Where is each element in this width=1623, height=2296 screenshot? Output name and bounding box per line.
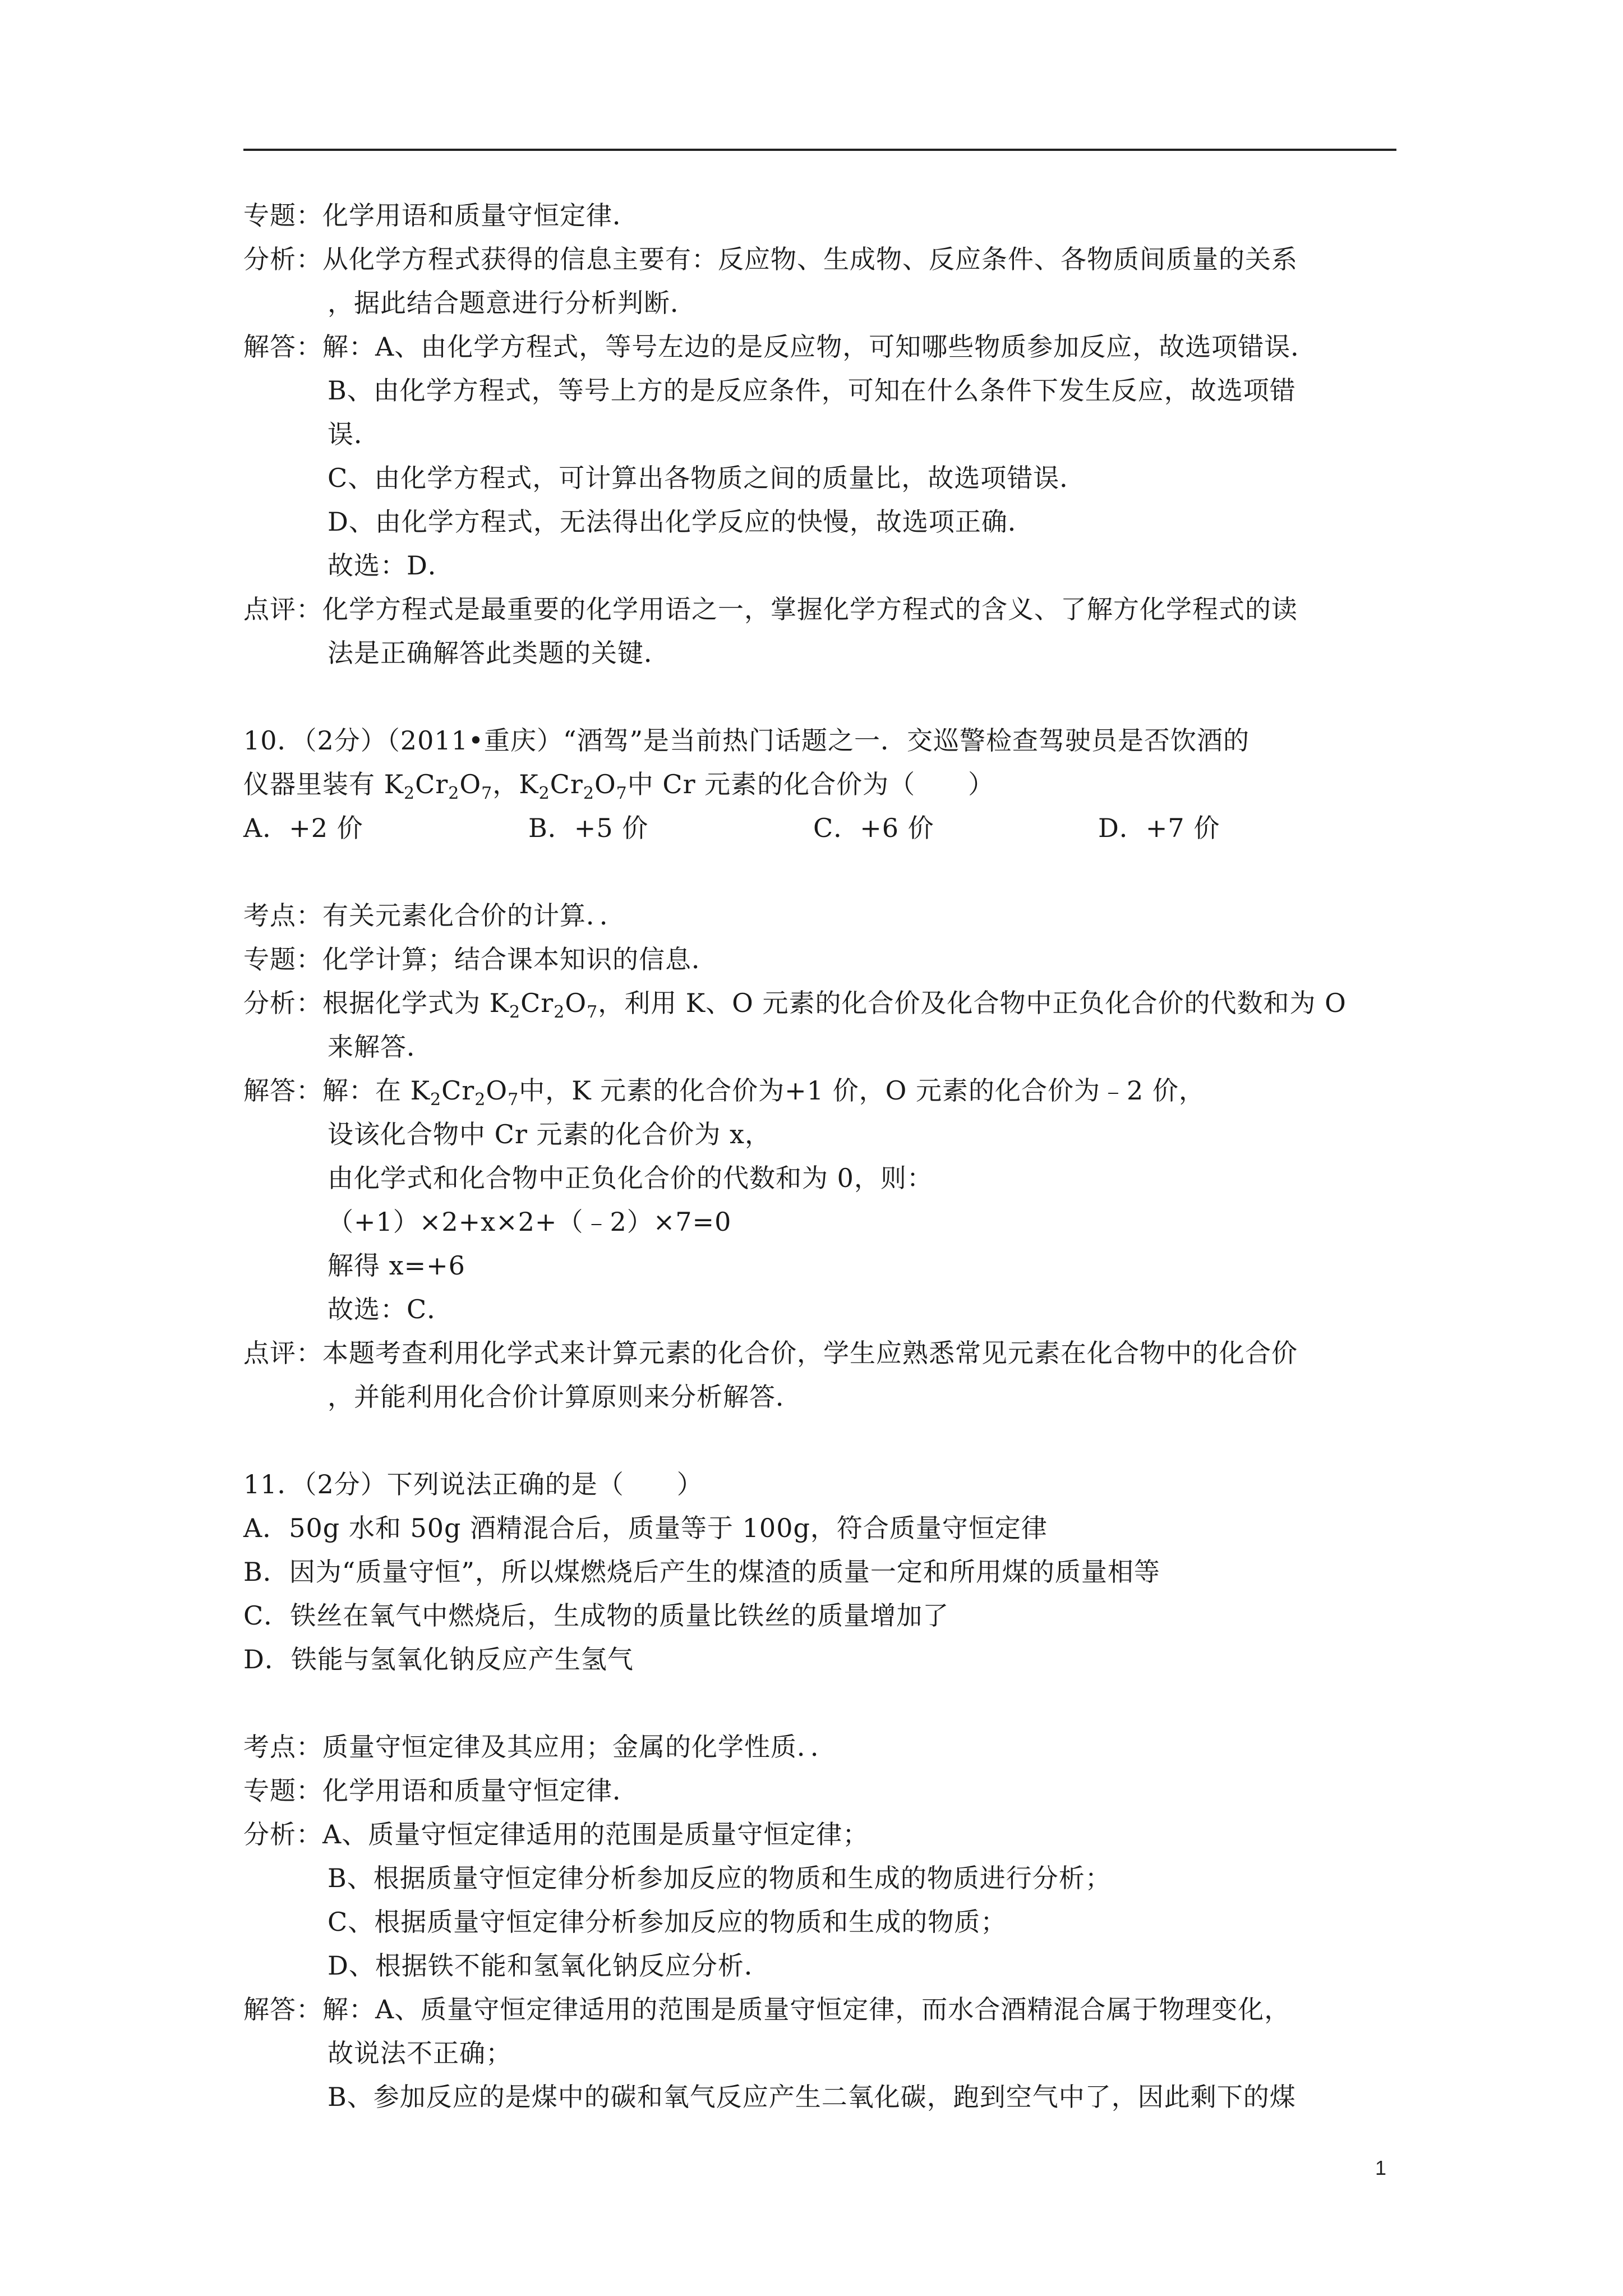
q10-options (243, 806, 1410, 850)
subscript: 7 (508, 1090, 519, 1110)
prev-answer-line-1 (243, 325, 1410, 369)
formula-cr: Cr (441, 1075, 475, 1106)
q10-stem-suffix: 中 Cr 元素的化合价为（ ） (627, 769, 995, 799)
answer-label: 解答： (243, 332, 322, 362)
subscript: 2 (430, 1090, 442, 1110)
q10-kaodian-line (243, 894, 1410, 937)
formula-cr: Cr (520, 988, 554, 1018)
subscript: 7 (481, 784, 493, 804)
comment-text: 化学方程式是最重要的化学用语之一，掌握化学方程式的含义、了解方化学程式的读 (322, 594, 1298, 624)
topic-label: 专题： (243, 1775, 322, 1806)
prev-analysis-line-1 (243, 237, 1410, 281)
q10-option-b: B．+5 价 (528, 813, 649, 843)
q10-answer-line-1 (243, 1069, 1410, 1112)
formula-k: K (410, 1075, 430, 1106)
q10-stem-line-2 (243, 762, 1410, 806)
q11-analysis-line-3: C、根据质量守恒定律分析参加反应的物质和生成的物质； (328, 1907, 1007, 1937)
header-rule (243, 149, 1396, 151)
q10-comment-line-2: ，并能利用化合价计算原则来分析解答． (328, 1382, 802, 1412)
prev-answer-line-5: D、由化学方程式，无法得出化学反应的快慢，故选项正确． (328, 507, 1034, 537)
analysis-label: 分析： (243, 988, 322, 1018)
q10-comment-line-1 (243, 1331, 1410, 1375)
subscript: 2 (404, 784, 416, 804)
answer-text: 解：A、由化学方程式，等号左边的是反应物，可知哪些物质参加反应，故选项错误． (322, 332, 1317, 362)
q10-analysis-line-2: 来解答． (328, 1032, 433, 1062)
subscript: 2 (509, 1002, 521, 1023)
topic-label: 专题： (243, 200, 322, 231)
formula-cr: Cr (550, 769, 583, 799)
comment-text: 本题考查利用化学式来计算元素的化合价，学生应熟悉常见元素在化合物中的化合价 (322, 1338, 1298, 1368)
q11-topic-line (243, 1769, 1410, 1812)
subscript: 2 (448, 784, 460, 804)
subscript: 2 (554, 1002, 565, 1023)
q10-stem-prefix: 仪器里装有 K (243, 769, 404, 799)
document-body (243, 194, 1410, 2119)
prev-comment-line-1 (243, 587, 1410, 631)
q10-option-d: D．+7 价 (1098, 813, 1220, 843)
formula-o: O (486, 1075, 508, 1106)
kaodian-text: 质量守恒定律及其应用；金属的化学性质．． (322, 1732, 837, 1762)
prev-answer-line-3: 误． (328, 419, 380, 449)
q11-option-a: A．50g 水和 50g 酒精混合后，质量等于 100g，符合质量守恒定律 (243, 1513, 1048, 1543)
q10-answer-line-3: 由化学式和化合物中正负化合价的代数和为 0，则： (328, 1163, 933, 1193)
answer-label: 解答： (243, 1075, 322, 1106)
analysis-prefix: 根据化学式为 (322, 988, 490, 1018)
prev-comment-line-2: 法是正确解答此类题的关键． (328, 638, 670, 668)
q11-answer-line-1 (243, 1987, 1410, 2031)
q10-stem-line-1: 10．（2分）（2011•重庆）“酒驾”是当前热门话题之一．交巡警检查驾驶员是否饮酒的 (243, 725, 1250, 756)
subscript: 2 (583, 784, 594, 804)
q10-topic-line (243, 937, 1410, 981)
answer-prefix: 解：在 (322, 1075, 411, 1106)
kaodian-label: 考点： (243, 1732, 322, 1762)
subscript: 2 (538, 784, 550, 804)
prev-answer-line-6: 故选：D． (328, 550, 454, 581)
q10-analysis-line-1 (243, 981, 1410, 1025)
topic-label: 专题： (243, 944, 322, 974)
kaodian-text: 有关元素化合价的计算．． (322, 900, 626, 931)
analysis-label: 分析： (243, 244, 322, 274)
answer-label: 解答： (243, 1994, 322, 2024)
q11-option-d: D．铁能与氢氧化钠反应产生氢气 (243, 1644, 634, 1674)
comma: ， (492, 769, 519, 799)
q10-answer-line-6: 故选：C． (328, 1294, 454, 1324)
answer-text: 解：A、质量守恒定律适用的范围是质量守恒定律，而水合酒精混合属于物理变化， (322, 1994, 1291, 2024)
topic-text: 化学用语和质量守恒定律． (322, 1775, 639, 1806)
q11-option-b: B．因为“质量守恒”，所以煤燃烧后产生的煤渣的质量一定和所用煤的质量相等 (243, 1557, 1160, 1587)
prev-answer-line-4: C、由化学方程式，可计算出各物质之间的质量比，故选项错误． (328, 463, 1086, 493)
prev-topic-line (243, 194, 1410, 237)
q10-option-a: A．+2 价 (243, 813, 363, 843)
comment-label: 点评： (243, 594, 322, 624)
analysis-suffix: ，利用 K、O 元素的化合价及化合物中正负化合价的代数和为 O (598, 988, 1347, 1018)
spacer (243, 675, 1410, 719)
q10-answer-line-2: 设该化合物中 Cr 元素的化合价为 x， (328, 1119, 771, 1149)
prev-analysis-line-2: ，据此结合题意进行分析判断． (328, 288, 697, 318)
prev-answer-line-2: B、由化学方程式，等号上方的是反应条件，可知在什么条件下发生反应，故选项错 (328, 375, 1296, 406)
q10-option-c: C．+6 价 (813, 813, 934, 843)
formula-o: O (594, 769, 616, 799)
answer-suffix: 中，K 元素的化合价为+1 价，O 元素的化合价为﹣2 价， (519, 1075, 1205, 1106)
topic-text: 化学计算；结合课本知识的信息． (322, 944, 718, 974)
q11-stem: 11．（2分）下列说法正确的是（ ） (243, 1469, 703, 1499)
formula-k: K (519, 769, 539, 799)
q11-kaodian-line (243, 1725, 1410, 1769)
q11-answer-line-3: B、参加反应的是煤中的碳和氧气反应产生二氧化碳，跑到空气中了，因此剩下的煤 (328, 2082, 1296, 2112)
spacer (243, 1419, 1410, 1462)
q10-answer-line-5: 解得 x=+6 (328, 1250, 465, 1281)
kaodian-label: 考点： (243, 900, 322, 931)
formula-k: K (489, 988, 509, 1018)
q10-answer-line-4: （+1）×2+x×2+（﹣2）×7=0 (328, 1207, 732, 1237)
spacer (243, 1681, 1410, 1725)
spacer (243, 850, 1410, 894)
analysis-label: 分析： (243, 1819, 322, 1849)
formula-o: O (565, 988, 587, 1018)
formula-o: O (459, 769, 482, 799)
analysis-text: A、质量守恒定律适用的范围是质量守恒定律； (322, 1819, 869, 1849)
q11-answer-line-2: 故说法不正确； (328, 2038, 512, 2068)
q11-analysis-line-4: D、根据铁不能和氢氧化钠反应分析． (328, 1950, 771, 1981)
q11-analysis-line-2: B、根据质量守恒定律分析参加反应的物质和生成的物质进行分析； (328, 1863, 1112, 1893)
subscript: 7 (616, 784, 628, 804)
q11-analysis-line-1 (243, 1812, 1410, 1856)
formula-cr: Cr (415, 769, 449, 799)
analysis-text: 从化学方程式获得的信息主要有：反应物、生成物、反应条件、各物质间质量的关系 (322, 244, 1298, 274)
q11-option-c: C．铁丝在氧气中燃烧后，生成物的质量比铁丝的质量增加了 (243, 1600, 949, 1631)
subscript: 2 (474, 1090, 486, 1110)
subscript: 7 (587, 1002, 598, 1023)
page-number: 1 (1375, 2156, 1387, 2179)
topic-text: 化学用语和质量守恒定律． (322, 200, 639, 231)
comment-label: 点评： (243, 1338, 322, 1368)
